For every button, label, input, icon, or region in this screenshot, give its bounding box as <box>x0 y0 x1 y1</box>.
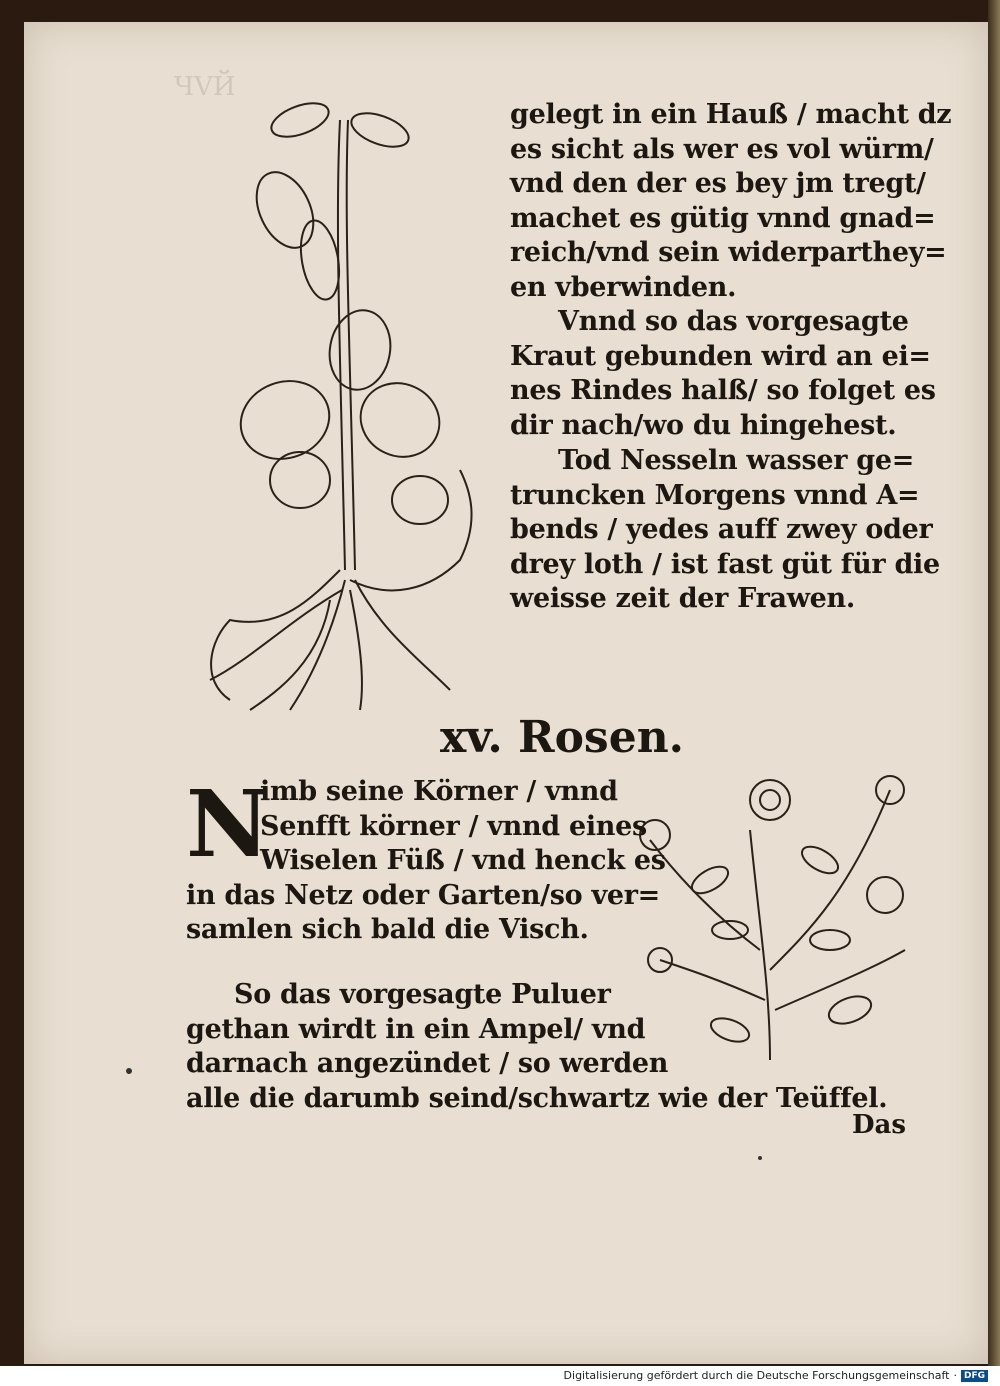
text-line: alle die darumb seind/schwartz wie der Teüffel. <box>186 1082 888 1114</box>
text-line: So das vorgesagte Puluer <box>234 979 611 1010</box>
footer-credit <box>564 1369 988 1382</box>
text-line: truncken Morgens vnnd A= <box>510 479 920 511</box>
text-line: gelegt in ein Hauß / macht dz <box>510 99 952 130</box>
text-line: reich/vnd sein widerparthey= <box>510 237 947 268</box>
footer-text: Digitalisierung gefördert durch die Deutsche Forschungsgemeinschaft <box>563 1369 950 1382</box>
text-block-1 <box>510 98 951 305</box>
text-line: dir nach/wo du hingehest. <box>510 409 897 441</box>
text-line: es sicht als wer es vol würm/ <box>510 133 934 165</box>
text-line: bends / yedes auff zwey oder <box>510 514 933 545</box>
text-line: Kraut gebunden wird an ei= <box>510 340 931 372</box>
text-line: imb seine Körner / vnnd <box>260 776 618 807</box>
text-block-2 <box>510 305 936 443</box>
text-line: en vberwinden. <box>510 271 737 303</box>
text-block-3 <box>510 444 940 617</box>
catchword: Das <box>852 1110 907 1140</box>
section-heading: xv. Rosen. <box>440 712 684 763</box>
text-line: Vnnd so das vorgesagte <box>558 306 909 337</box>
text-line: machet es gütig vnnd gnad= <box>510 202 936 234</box>
footer-separator: · <box>953 1369 957 1382</box>
text-line: darnach angezündet / so werden <box>186 1048 669 1079</box>
text-line: weisse zeit der Frawen. <box>510 583 855 614</box>
drop-cap: N <box>186 770 271 878</box>
text-block-4 <box>186 770 666 948</box>
text-line: gethan wirdt in ein Ampel/ vnd <box>186 1013 646 1045</box>
ink-speck <box>758 1156 762 1160</box>
text-line: Wiselen Füß / vnd henck es <box>260 845 666 876</box>
text-line: Tod Nesseln wasser ge= <box>558 445 915 476</box>
text-line: vnd den der es bey jm tregt/ <box>510 168 926 199</box>
text-line: nes Rindes halß/ so folget es <box>510 375 936 406</box>
ink-speck <box>126 1068 132 1074</box>
nettle-illustration <box>190 100 490 720</box>
book-spine <box>988 0 1000 1366</box>
text-line: samlen sich bald die Visch. <box>186 914 589 945</box>
dfg-logo-icon: DFG <box>961 1370 988 1382</box>
text-line: Senfft körner / vnnd eines <box>260 810 647 842</box>
text-block-5 <box>186 978 887 1116</box>
text-line: in das Netz oder Garten/so ver= <box>186 879 660 911</box>
bleed-through-text: ЧVЙ <box>174 72 236 102</box>
text-line: drey loth / ist fast güt für die <box>510 548 940 580</box>
